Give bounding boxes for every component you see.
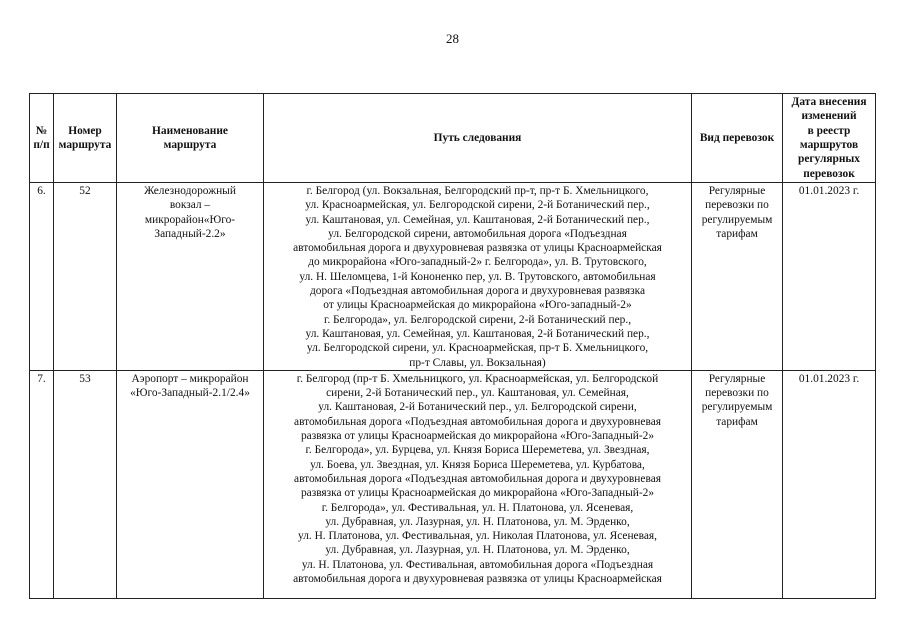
text-line: маршрутов — [799, 139, 859, 151]
text-line: перевозки по — [705, 199, 769, 212]
text-line: вокзал – — [169, 199, 211, 212]
text-line: Путь следования — [433, 131, 522, 144]
table-row — [30, 183, 876, 371]
row-route-name — [117, 370, 264, 598]
text-line: Регулярные — [708, 185, 766, 197]
row-route-name — [117, 183, 264, 371]
routes-table — [29, 93, 876, 599]
table-row — [30, 370, 876, 598]
row-route-number: 53 — [54, 370, 117, 598]
row-change-date: 01.01.2023 г. — [783, 183, 876, 371]
text-line: развязка от улицы Красноармейская до микрорайона «Юго-Западный-2» — [300, 487, 655, 500]
text-line: регулируемым — [701, 213, 773, 226]
table-header-row — [30, 94, 876, 183]
text-line: автомобильная дорога и двухуровневая развязка от улицы Красноармейская — [293, 242, 662, 255]
row-transport-type — [692, 370, 783, 598]
text-line: автомобильная дорога «Подъездная автомобильная дорога и двухуровневая — [294, 472, 661, 485]
text-line: маршрута — [58, 139, 112, 151]
text-line: ул. Каштановая, 2-й Ботанический пер., ул. Белгородской сирени, — [318, 401, 637, 414]
row-route-number: 52 — [54, 183, 117, 371]
text-line: ул. Дубравная, ул. Лазурная, ул. Н. Платонова, ул. М. Эрденко, — [325, 515, 630, 528]
text-line: в реестр — [807, 124, 851, 137]
text-line: тарифам — [716, 415, 758, 428]
text-line: пр-т Славы, ул. Вокзальная) — [409, 356, 546, 369]
text-line: ул. Красноармейская, ул. Белгородской сирени, 2-й Ботанический пер., — [305, 199, 650, 212]
text-line: регулируемым — [701, 401, 773, 414]
text-line: дорога «Подъездная автомобильная дорога и двухуровневая развязка — [309, 285, 646, 298]
text-line: Наименование — [152, 124, 228, 137]
text-line: г. Белгород (ул. Вокзальная, Белгородский пр-т, пр-т Б. Хмельницкого, — [306, 185, 649, 197]
header-route-path — [264, 94, 692, 183]
row-num: 6. — [30, 183, 54, 371]
text-line: № — [35, 124, 48, 137]
text-line: г. Белгород (пр-т Б. Хмельницкого, ул. Красноармейская, ул. Белгородской — [296, 372, 659, 385]
text-line: Вид перевозок — [699, 131, 775, 144]
text-line: п/п — [33, 139, 50, 151]
text-line: тарифам — [716, 227, 758, 240]
row-route-path — [264, 183, 692, 371]
text-line: от улицы Красноармейская до микрорайона «Юго-западный-2» — [323, 299, 632, 312]
text-line: г. Белгорода», ул. Бурцева, ул. Князя Бориса Шереметева, ул. Звездная, — [305, 444, 650, 457]
page-number: 28 — [446, 31, 459, 46]
text-line: ул. Каштановая, ул. Семейная, ул. Каштановая, 2-й Ботанический пер., — [305, 327, 650, 340]
text-line: развязка от улицы Красноармейская до микрорайона «Юго-Западный-2» — [300, 430, 655, 443]
text-line: регулярных — [797, 153, 860, 166]
header-route-name — [117, 94, 264, 183]
header-transport-type — [692, 94, 783, 183]
text-line: Дата внесения — [791, 96, 867, 109]
header-change-date — [783, 94, 876, 183]
header-route-number — [54, 94, 117, 183]
row-route-path — [264, 370, 692, 598]
text-line: г. Белгорода», ул. Фестивальная, ул. Н. Платонова, ул. Ясеневая, — [321, 501, 634, 514]
text-line: микрорайон«Юго- — [144, 213, 236, 226]
text-line: до микрорайона «Юго-западный-2» г. Белгорода», ул. В. Трутовского, — [308, 256, 647, 269]
text-line: автомобильная дорога «Подъездная автомобильная дорога и двухуровневая — [294, 415, 661, 428]
text-line: ул. Белгородской сирени, ул. Красноармейская, пр-т Б. Хмельницкого, — [306, 342, 649, 355]
text-line: изменений — [801, 110, 857, 123]
text-line: перевозки по — [705, 387, 769, 400]
text-line: Аэропорт – микрорайон — [131, 372, 249, 385]
text-line: Регулярные — [708, 372, 766, 385]
text-line: Западный-2.2» — [154, 227, 226, 240]
text-line: ул. Дубравная, ул. Лазурная, ул. Н. Платонова, ул. М. Эрденко, — [325, 544, 630, 557]
text-line: перевозок — [803, 167, 855, 180]
row-num: 7. — [30, 370, 54, 598]
text-line: сирени, 2-й Ботанический пер., ул. Каштановая, ул. Семейная, — [326, 387, 629, 400]
row-transport-type — [692, 183, 783, 371]
text-line: ул. Каштановая, ул. Семейная, ул. Каштановая, 2-й Ботанический пер., — [305, 213, 650, 226]
text-line: Железнодорожный — [144, 185, 236, 197]
text-line: ул. Н. Платонова, ул. Фестивальная, ул. Николая Платонова, ул. Ясеневая, — [298, 530, 657, 543]
text-line: маршрута — [163, 139, 217, 151]
text-line: г. Белгорода», ул. Белгородской сирени, 2-й Ботанический пер., — [323, 313, 632, 326]
text-line: ул. Белгородской сирени, автомобильная дорога «Подъездная — [328, 227, 627, 240]
text-line: «Юго-Западный-2.1/2.4» — [130, 387, 250, 400]
text-line: ул. Н. Шеломцева, 1-й Кононенко пер, ул. В. Трутовского, автомобильная — [299, 270, 656, 283]
text-line: ул. Н. Платонова, ул. Фестивальная, автомобильная дорога «Подъездная — [301, 558, 654, 571]
text-line: Номер — [68, 124, 102, 137]
text-line: автомобильная дорога и двухуровневая развязка от улицы Красноармейская — [293, 573, 662, 586]
header-num — [30, 94, 54, 183]
row-change-date: 01.01.2023 г. — [783, 370, 876, 598]
text-line: ул. Боева, ул. Звездная, ул. Князя Бориса Шереметева, ул. Курбатова, — [310, 458, 645, 471]
